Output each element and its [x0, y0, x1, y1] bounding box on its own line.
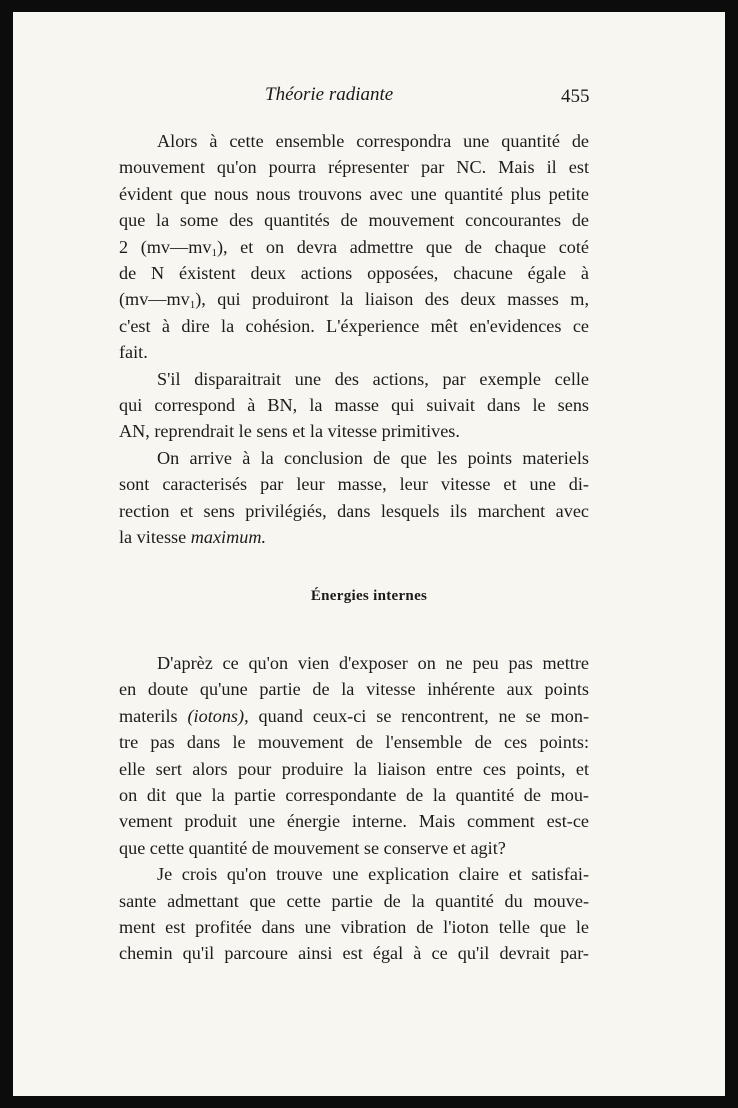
text-fragment: , quand ceux-ci se rencontrent, ne se mon- — [244, 705, 589, 726]
text-line: Je crois qu'on trouve une explication claire et satisfai- — [157, 864, 589, 885]
text-line: sont caracterisés par leur masse, leur vitesse et une di- — [119, 474, 589, 495]
emphasized-word: (iotons) — [187, 705, 245, 726]
text-line: en doute qu'une partie de la vitesse inhérente aux points — [119, 679, 589, 700]
emphasized-word: maximum. — [190, 527, 266, 548]
text-fragment: la vitesse — [119, 527, 191, 548]
text-line — [119, 703, 589, 729]
book-page — [13, 12, 725, 1096]
text-line: D'aprèz ce qu'on vien d'exposer on ne peu pas mettre — [157, 653, 589, 673]
text-line: évident que nous nous trouvons avec une quantité plus petite — [119, 183, 589, 204]
text-line: sante admettant que cette partie de la quantité du mouve- — [119, 890, 589, 911]
running-header — [13, 84, 725, 114]
paragraph — [119, 128, 589, 366]
text-line: de N éxistent deux actions opposées, chacune égale à — [119, 263, 589, 284]
text-line: Alors à cette ensemble correspondra une quantité de — [157, 131, 589, 151]
paragraph — [119, 445, 589, 551]
text-line: fait. — [119, 342, 148, 363]
paragraph — [119, 366, 589, 445]
text-line: ment est profitée dans une vibration de l'ioton telle que le — [119, 917, 589, 938]
text-line: c'est à dire la cohésion. L'éxperience mêt en'evidences ce — [119, 315, 589, 336]
text-line: $(mv—mv_1)$, qui produiront la liaison des deux masses m, — [119, 289, 589, 312]
text-line: elle sert alors pour produire la liaison entre ces points, et — [119, 758, 589, 779]
text-line: 2 $(mv—mv_1)$, et on devra admettre que de chaque coté — [119, 236, 589, 259]
page-content — [13, 12, 725, 1096]
text-line: vement produit une énergie interne. Mais comment est-ce — [119, 811, 589, 832]
text-block-after-section — [119, 650, 589, 967]
running-title: Théorie radiante — [265, 84, 394, 105]
text-line: tre pas dans le mouvement de l'ensemble de ces points: — [119, 732, 589, 753]
text-line — [119, 524, 589, 550]
text-line: mouvement qu'on pourra répresenter par NC. Mais il est — [119, 157, 589, 178]
text-line: que cette quantité de mouvement se conserve et agit? — [119, 837, 506, 858]
text-line: AN, reprendrait le sens et la vitesse primitives. — [119, 421, 460, 442]
text-line: chemin qu'il parcoure ainsi est égal à ce qu'il devrait par- — [119, 943, 589, 964]
section-heading: Énergies internes — [310, 588, 428, 604]
subscript: 1 — [211, 246, 217, 259]
text-fragment: materils — [119, 705, 188, 726]
text-block-before-section — [119, 128, 589, 551]
text-line: S'il disparaitrait une des actions, par exemple celle — [157, 368, 589, 389]
subscript: 1 — [189, 299, 196, 312]
page-number: 455 — [561, 86, 590, 107]
text-line: qui correspond à BN, la masse qui suivait dans le sens — [119, 395, 589, 416]
paragraph — [119, 650, 589, 861]
text-line: on dit que la partie correspondante de la quantité de mou- — [119, 785, 589, 806]
text-line: rection et sens privilégiés, dans lesquels ils marchent avec — [119, 500, 589, 521]
text-line: que la some des quantités de mouvement concourantes de — [119, 210, 589, 231]
paragraph — [119, 861, 589, 967]
text-line: On arrive à la conclusion de que les points materiels — [157, 447, 589, 468]
